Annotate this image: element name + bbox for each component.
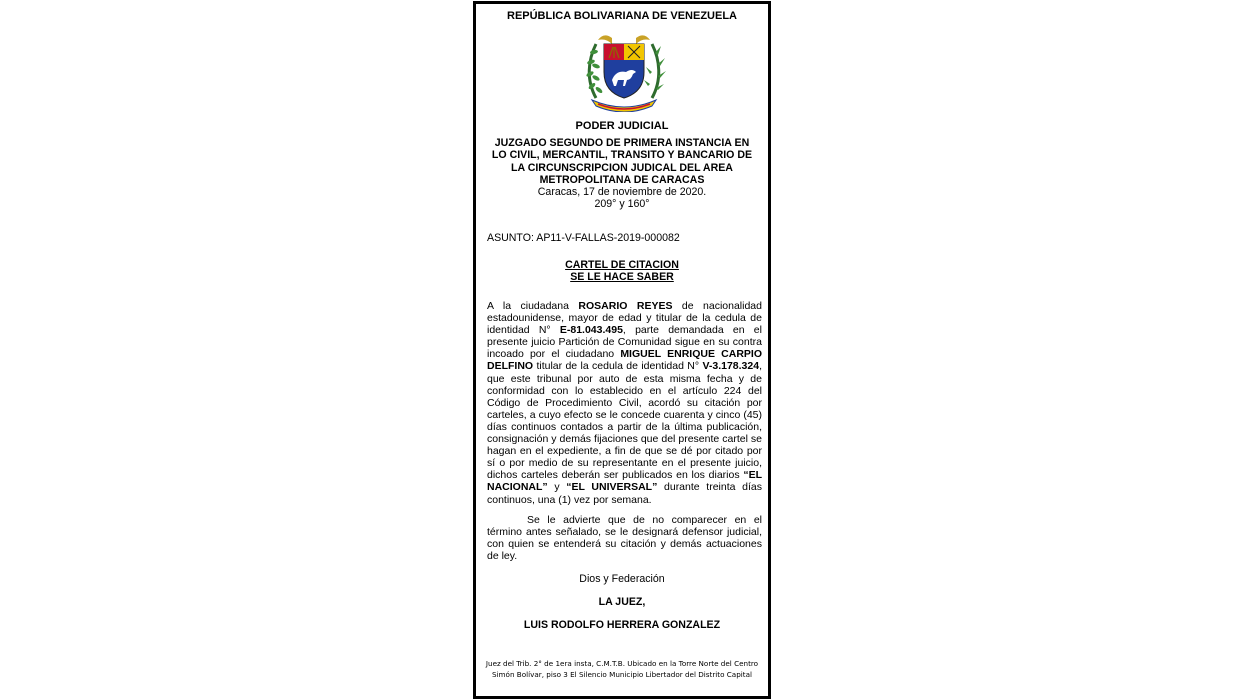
defendant-name: ROSARIO REYES xyxy=(578,300,673,312)
court-heading: JUZGADO SEGUNDO DE PRIMERA INSTANCIA EN LO CIVIL, MERCANTIL, TRANSITO Y BANCARIO DE LA CIRCUNSCRIPCION JUDICAL DEL AREA METROPOLITANA DE CARACAS xyxy=(491,137,753,186)
body-paragraph-1 xyxy=(487,300,762,506)
newspaper-2: “EL UNIVERSAL” xyxy=(566,481,658,494)
footer-address: Juez del Trib. 2° de 1era insta, C.M.T.B. Ubicado en la Torre Norte del Centro Simón Bolívar, piso 3 El Silencio Municipio Libertador del Distrito Capital xyxy=(485,659,759,680)
judge-name: LUIS RODOLFO HERRERA GONZALEZ xyxy=(523,619,721,631)
body-paragraph-2: Se le advierte que de no comparecer en el término antes señalado, se le designará defensor judicial, con quien se entenderá su citación y demás actuaciones de ley. xyxy=(487,514,762,563)
p1-text-2: de nacionalidad estadounidense, mayor de edad y titular de la cedula de identidad N° xyxy=(487,300,762,337)
p1-text-3: , parte demandada en el presente juicio Partición de Comunidad sigue en su contra incoado por el ciudadano xyxy=(487,324,762,361)
notice-title-line1: CARTEL DE CITACION xyxy=(565,259,679,271)
country-heading: REPÚBLICA BOLIVARIANA DE VENEZUELA xyxy=(507,10,737,22)
defendant-id: E-81.043.495 xyxy=(559,324,623,337)
p1-text-5: , que este tribunal por auto de esta misma fecha y de conformidad con lo establecido en el artículo 224 del Código de Procedimiento Civil, acordó su citación por carteles, a cuyo efecto se le concede cuarenta y cinco (45) días continuos contados a partir de la última publicación, consignación y demás fijaciones que del presente cartel se hagan en el expediente, a fin de que se dé por citado por sí o por medio de su representante en el presente juicio, dichos carteles deberán ser publicados en los diarios xyxy=(487,360,762,482)
p1-text-7: durante treinta días continuos, una (1) vez por semana. xyxy=(487,481,762,506)
newspaper-1: “EL NACIONAL” xyxy=(487,469,762,494)
plaintiff-id: V-3.178.324 xyxy=(702,360,760,373)
date-block xyxy=(486,186,758,210)
branch-heading: PODER JUDICIAL xyxy=(575,120,669,132)
p1-text-1: A la ciudadana xyxy=(487,300,579,312)
judge-title: LA JUEZ, xyxy=(598,596,646,608)
case-number: ASUNTO: AP11-V-FALLAS-2019-000082 xyxy=(487,232,680,244)
legal-notice xyxy=(473,1,771,699)
notice-title xyxy=(476,259,768,284)
closing-line: Dios y Federación xyxy=(579,573,665,585)
notice-title-line2: SE LE HACE SABER xyxy=(570,271,674,284)
years-line: 209° y 160° xyxy=(594,198,650,210)
plaintiff-name: MIGUEL ENRIQUE CARPIO DELFINO xyxy=(487,348,762,373)
date-line: Caracas, 17 de noviembre de 2020. xyxy=(537,186,707,198)
coat-of-arms-icon xyxy=(582,28,666,112)
p1-text-6: y xyxy=(547,481,567,494)
p1-text-4: titular de la cedula de identidad N° xyxy=(533,360,703,373)
